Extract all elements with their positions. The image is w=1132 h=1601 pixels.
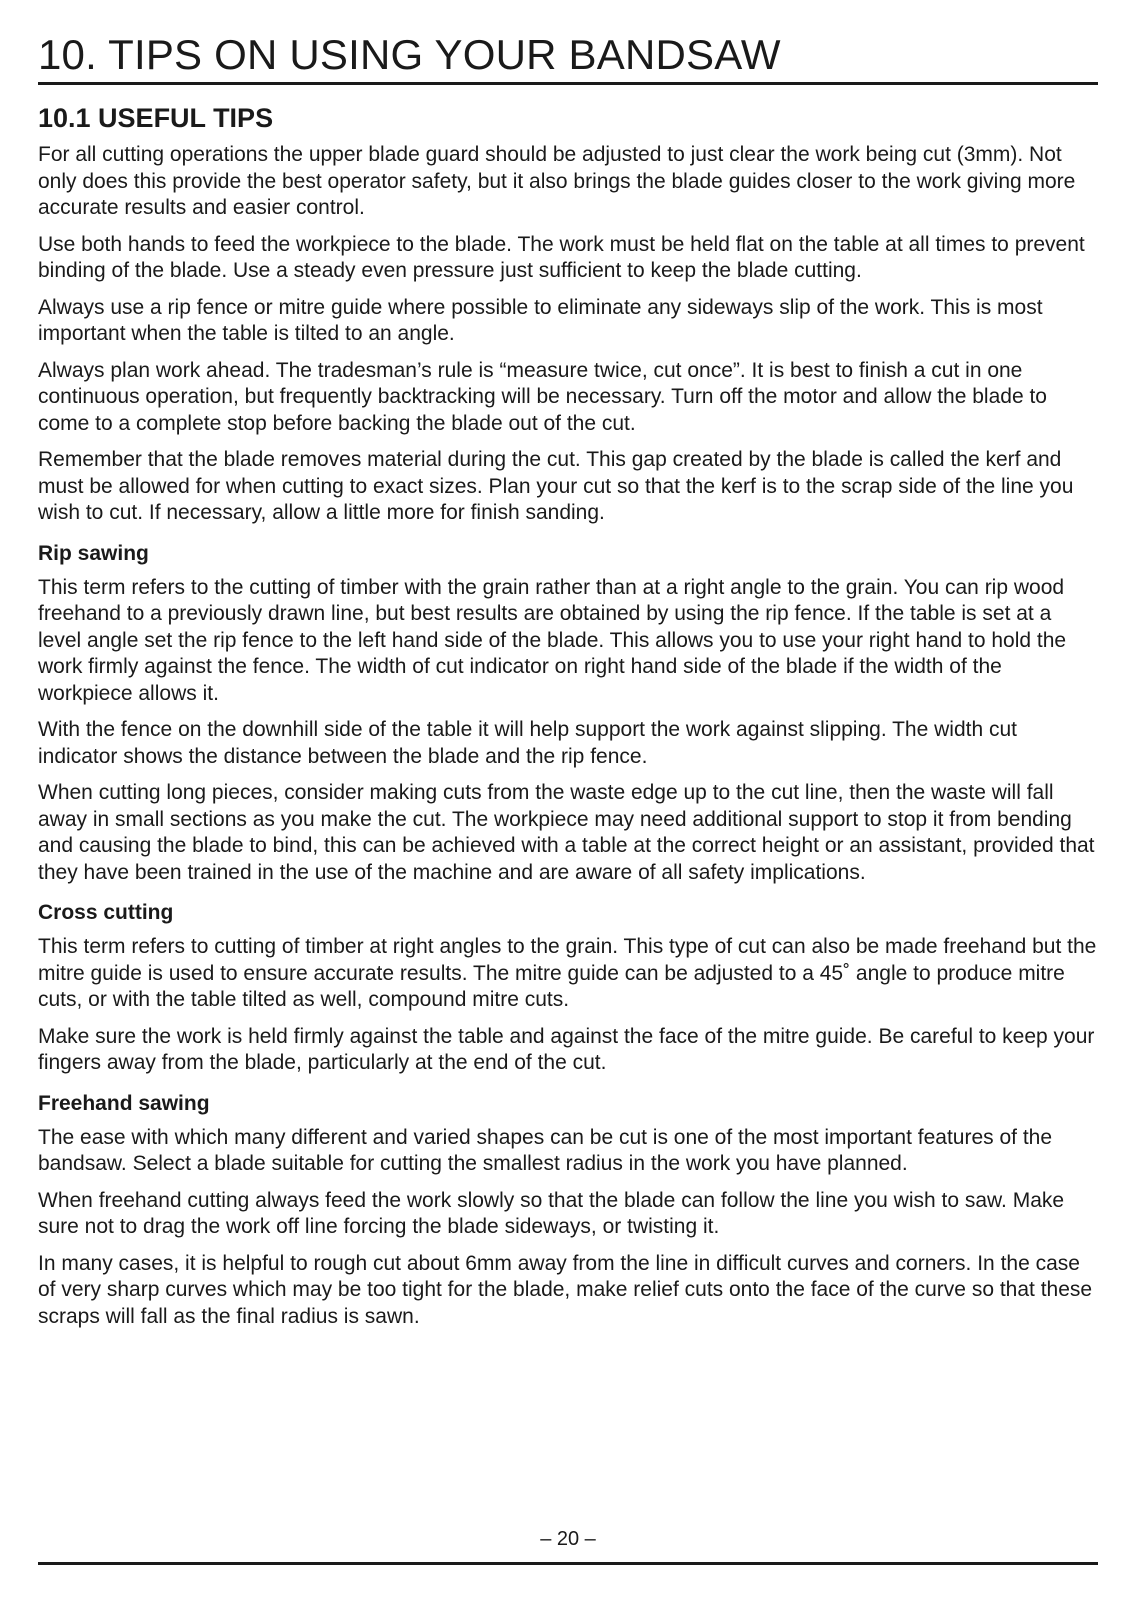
paragraph: When cutting long pieces, consider making cuts from the waste edge up to the cut line, then the waste will fall away in small sections as you make the cut. The workpiece may need additional support to stop it from bending and causing the blade to bind, this can be achieved with a table at the correct height or an assistant, provided that they have been trained in the use of the machine and are aware of all safety implications. bbox=[38, 781, 1095, 884]
paragraph: With the fence on the downhill side of the table it will help support the work against slipping. The width cut indicator shows the distance between the blade and the rip fence. bbox=[38, 718, 1018, 768]
paragraph: In many cases, it is helpful to rough cut about 6mm away from the line in difficult curves and corners. In the case of very sharp curves which may be too tight for the blade, make relief cuts onto the face of the curve so that these scraps will fall as the final radius is sawn. bbox=[38, 1251, 1093, 1328]
page-content bbox=[38, 102, 1098, 1340]
subheading-cross-cutting: Cross cutting bbox=[38, 901, 174, 924]
paragraph: Remember that the blade removes material during the cut. This gap created by the blade is called the kerf and must be allowed for when cutting to exact sizes. Plan your cut so that the kerf is to the scrap side of the line you wish to cut. If necessary, allow a little more for finish sanding. bbox=[38, 448, 1074, 524]
paragraph: This term refers to the cutting of timber with the grain rather than at a right angle to the grain. You can rip wood freehand to a previously drawn line, but best results are obtained by using the rip fence. If the table is set at a level angle set the rip fence to the left hand side of the blade. This allows you to use your right hand to hold the work firmly against the fence. The width of cut indicator on right hand side of the blade if the width of the workpiece allows it. bbox=[38, 575, 1067, 705]
page-title: 10. TIPS ON USING YOUR BANDSAW bbox=[38, 31, 781, 78]
paragraph: When freehand cutting always feed the work slowly so that the blade can follow the line you wish to saw. Make sure not to drag the work off line forcing the blade sideways, or twisting it. bbox=[38, 1188, 1065, 1238]
paragraph: Use both hands to feed the workpiece to the blade. The work must be held flat on the table at all times to prevent binding of the blade. Use a steady even pressure just sufficient to keep the blade cutting. bbox=[38, 232, 1085, 282]
page-number: – 20 – bbox=[540, 1528, 596, 1550]
paragraph: Always use a rip fence or mitre guide where possible to eliminate any sideways slip of the work. This is most important when the table is tilted to an angle. bbox=[38, 295, 1043, 345]
subheading-freehand-sawing: Freehand sawing bbox=[38, 1091, 210, 1115]
paragraph: Always plan work ahead. The tradesman’s rule is “measure twice, cut once”. It is best to finish a cut in one continuous operation, but frequently backtracking will be necessary. Turn off the motor and allow the blade to come to a complete stop before backing the blade out of the cut. bbox=[38, 358, 1047, 435]
footer-divider bbox=[38, 1562, 1098, 1565]
manual-page bbox=[38, 0, 1098, 1601]
paragraph: Make sure the work is held firmly against the table and against the face of the mitre guide. Be careful to keep your fingers away from the blade, particularly at the end of the cut. bbox=[38, 1024, 1095, 1074]
subheading-rip-sawing: Rip sawing bbox=[38, 541, 149, 565]
paragraph: The ease with which many different and varied shapes can be cut is one of the most important features of the bandsaw. Select a blade suitable for cutting the smallest radius in the work you have planned. bbox=[38, 1125, 1053, 1175]
section-title: 10.1 USEFUL TIPS bbox=[38, 103, 274, 133]
title-divider bbox=[38, 82, 1098, 85]
paragraph: For all cutting operations the upper blade guard should be adjusted to just clear the work being cut (3mm). Not only does this provide the best operator safety, but it also brings the blade guides closer to the work giving more accurate results and easier control. bbox=[38, 143, 1076, 219]
paragraph: This term refers to cutting of timber at right angles to the grain. This type of cut can also be made freehand but the mitre guide is used to ensure accurate results. The mitre guide can be adjusted to a 45˚ angle to produce mitre cuts, or with the table tilted as well, compound mitre cuts. bbox=[38, 935, 1097, 1011]
